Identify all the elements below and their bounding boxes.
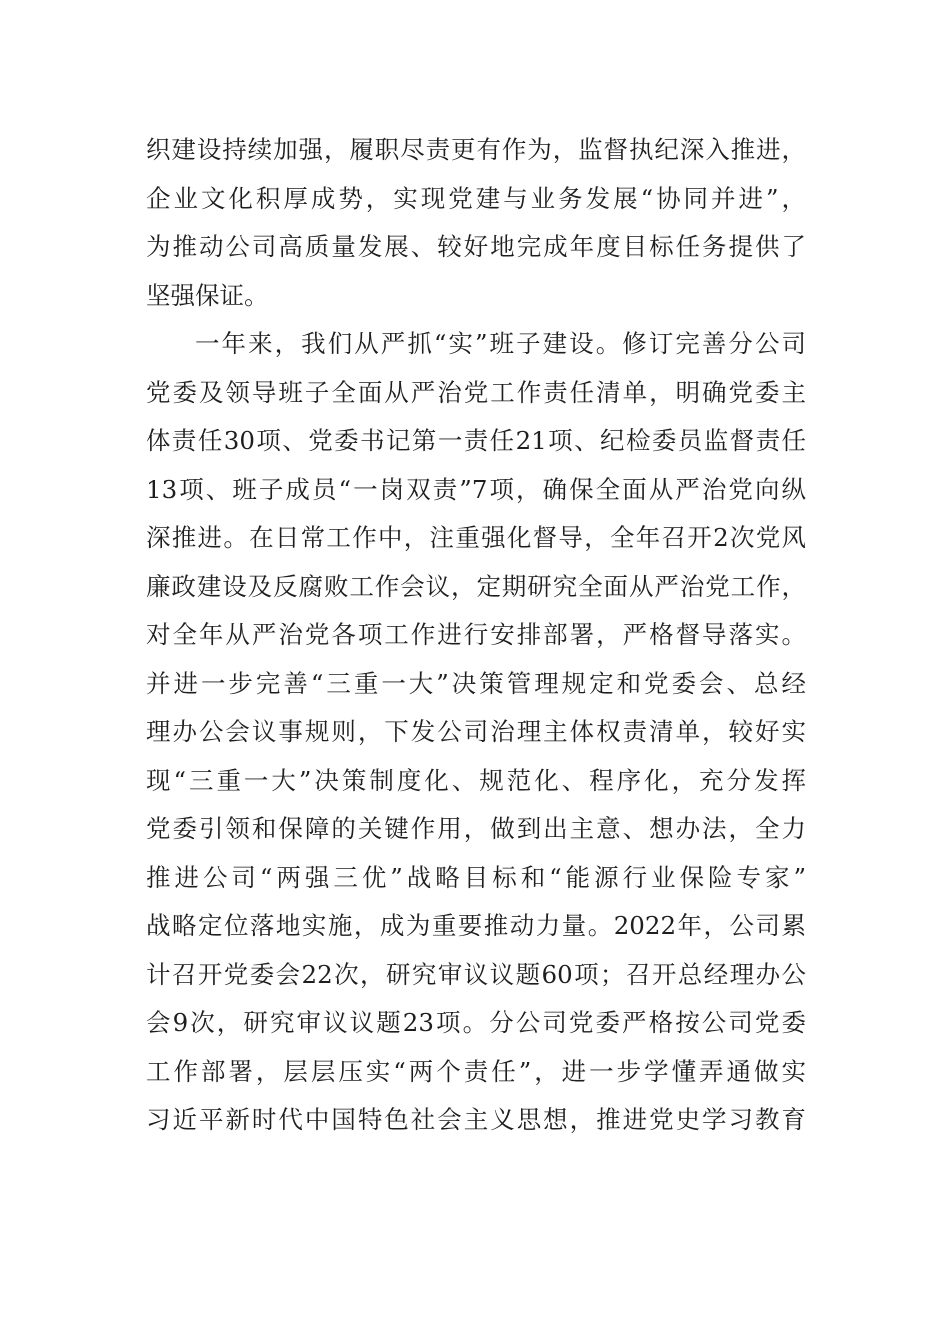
text-line: 党委引领和保障的关键作用，做到出主意、想办法，全力 xyxy=(146,814,806,843)
text-line: 习近平新时代中国特色社会主义思想，推进党史学习教育 xyxy=(146,1105,806,1134)
text-line: 为推动公司高质量发展、较好地完成年度目标任务提供了 xyxy=(146,232,806,261)
text-line: 企业文化积厚成势，实现党建与业务发展“协同并进”， xyxy=(146,183,806,213)
text-line: 现“三重一大”决策制度化、规范化、程序化，充分发挥 xyxy=(146,765,806,795)
text-line: 推进公司“两强三优”战略目标和“能源行业保险专家” xyxy=(146,862,806,892)
text-line: 计召开党委会22次，研究审议议题60项；召开总经理办公 xyxy=(146,959,806,989)
text-line: 会9次，研究审议议题23项。分公司党委严格按公司党委 xyxy=(146,1008,806,1037)
text-line: 工作部署，层层压实“两个责任”，进一步学懂弄通做实 xyxy=(146,1056,806,1086)
text-line: 并进一步完善“三重一大”决策管理规定和党委会、总经 xyxy=(146,668,806,698)
document-body xyxy=(146,126,806,1145)
text-line: 党委及领导班子全面从严治党工作责任清单，明确党委主 xyxy=(146,377,806,407)
text-line: 织建设持续加强，履职尽责更有作为，监督执纪深入推进， xyxy=(146,135,806,164)
text-line: 深推进。在日常工作中，注重强化督导，全年召开2次党风 xyxy=(146,523,806,552)
paragraph-first-line: 一年来，我们从严抓“实”班子建设。修订完善分公司 xyxy=(195,329,806,358)
text-line: 战略定位落地实施，成为重要推动力量。2022年，公司累 xyxy=(146,911,806,940)
text-line: 廉政建设及反腐败工作会议，定期研究全面从严治党工作， xyxy=(146,571,806,601)
text-line: 体责任30项、党委书记第一责任21项、纪检委员监督责任 xyxy=(146,426,806,455)
text-line: 坚强保证。 xyxy=(146,280,269,310)
text-line: 理办公会议事规则，下发公司治理主体权责清单，较好实 xyxy=(146,717,806,746)
text-line: 对全年从严治党各项工作进行安排部署，严格督导落实。 xyxy=(146,620,806,649)
text-line: 13项、班子成员“一岗双责”7项，确保全面从严治党向纵 xyxy=(146,474,806,504)
